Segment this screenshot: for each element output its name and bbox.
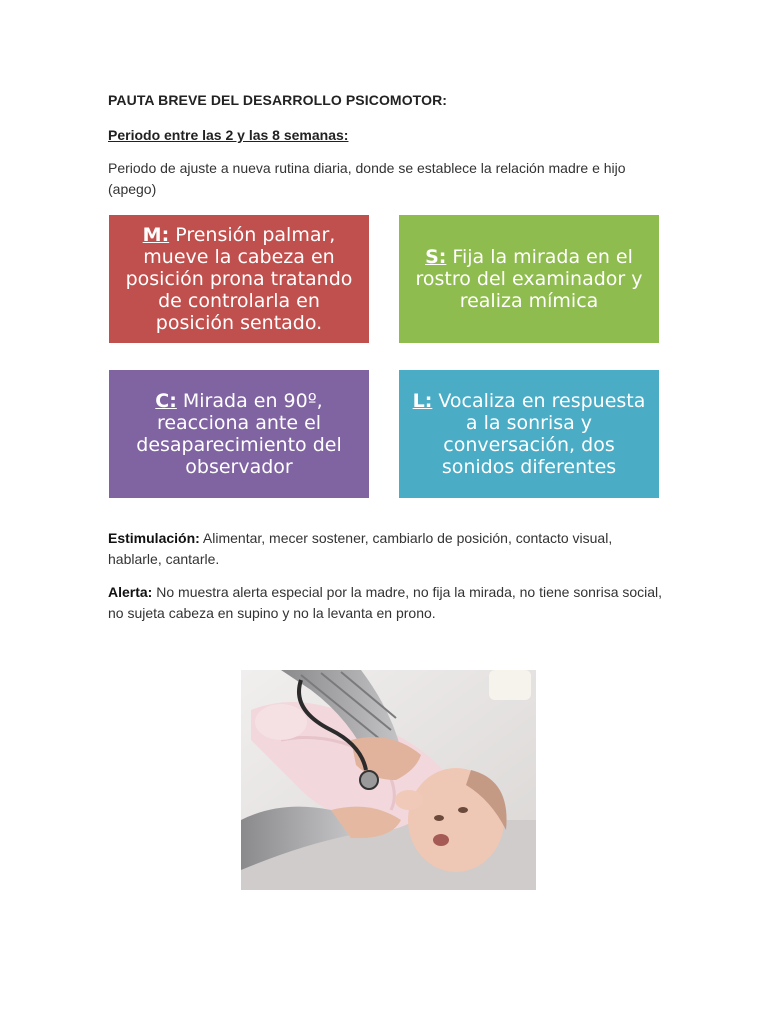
coordination-text: Mirada en 90º, reacciona ante el desaparecimiento del observador <box>136 390 342 478</box>
coordination-key: C: <box>155 390 177 412</box>
coordination-box <box>109 370 369 498</box>
baby-exam-photo <box>241 670 536 890</box>
language-box <box>399 370 659 498</box>
baby-exam-illustration <box>241 670 536 890</box>
language-text: Vocaliza en respuesta a la sonrisa y conversación, dos sonidos diferentes <box>432 390 646 478</box>
motor-box-content <box>117 224 361 334</box>
social-key: S: <box>425 246 447 268</box>
language-key: L: <box>412 390 433 412</box>
alert-paragraph <box>108 582 668 624</box>
motor-text: Prensión palmar, mueve la cabeza en posición prona tratando de controlarla en posición sentado. <box>125 224 353 334</box>
intro-paragraph: Periodo de ajuste a nueva rutina diaria, donde se establece la relación madre e hijo (apego) <box>108 160 626 197</box>
alert-text: No muestra alerta especial por la madre, no fija la mirada, no tiene sonrisa social, no sujeta cabeza en supino y no la levanta en prono. <box>108 584 663 621</box>
coordination-box-content <box>117 390 361 478</box>
motor-box <box>109 215 369 343</box>
period-subheading: Periodo entre las 2 y las 8 semanas: <box>108 127 349 143</box>
social-text: Fija la mirada en el rostro del examinador y realiza mímica <box>415 246 643 312</box>
language-box-content <box>407 390 651 478</box>
stimulation-label: Estimulación: <box>108 530 200 546</box>
stimulation-text: Alimentar, mecer sostener, cambiarlo de posición, contacto visual, hablarle, cantarle. <box>108 530 613 567</box>
stimulation-paragraph <box>108 528 668 570</box>
social-box <box>399 215 659 343</box>
alert-label: Alerta: <box>108 584 153 600</box>
document-heading: PAUTA BREVE DEL DESARROLLO PSICOMOTOR: <box>108 92 448 108</box>
social-box-content <box>407 246 651 312</box>
motor-key: M: <box>142 224 170 246</box>
